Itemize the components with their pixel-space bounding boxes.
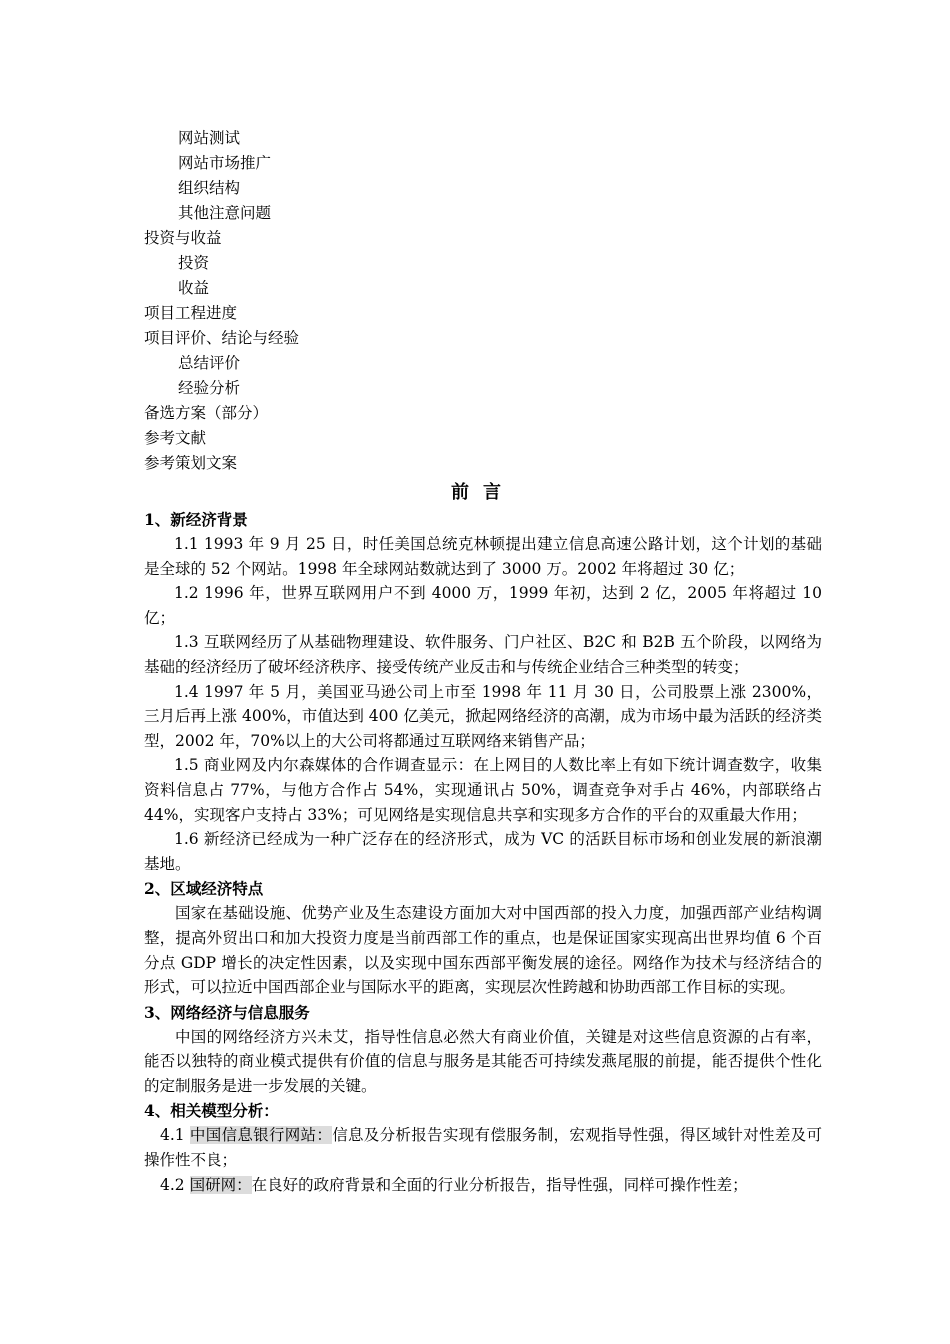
section-heading: 2、区域经济特点 <box>144 879 264 899</box>
paragraph: 1.1 1993 年 9 月 25 日，时任美国总统克林顿提出建立信息高速公路计划，这个计划的基础是全球的 52 个网站。1998 年全球网站数就达到了 3000 万。2002 年将超过 30 亿； <box>144 535 822 578</box>
toc-item: 总结评价 <box>178 354 241 372</box>
paragraph: 中国的网络经济方兴未艾，指导性信息必然大有商业价值，关键是对这些信息资源的占有率，能否以独特的商业模式提供有价值的信息与服务是其能否可持续发燕尾服的前提，能否提供个性化的定制服务是进一步发展的关键。 <box>144 1027 822 1095</box>
toc-item: 网站测试 <box>178 129 241 147</box>
model-item-text: 信息及分析报告实现有偿服务制，宏观指导性强，得区域针对性差及可操作性不良； <box>144 1126 822 1170</box>
model-item <box>144 1173 822 1198</box>
document-page <box>144 126 822 1197</box>
paragraph: 1.6 新经济已经成为一种广泛存在的经济形式，成为 VC 的活跃目标市场和创业发展的新浪潮基地。 <box>144 830 822 873</box>
section-heading: 4、相关模型分析： <box>144 1101 279 1121</box>
toc-item: 网站市场推广 <box>178 154 272 172</box>
section-heading: 3、网络经济与信息服务 <box>144 1002 310 1022</box>
paragraph: 国家在基础设施、优势产业及生态建设方面加大对中国西部的投入力度，加强西部产业结构调整，提高外贸出口和加大投资力度是当前西部工作的重点，也是保证国家实现高出世界均值 6 个百分点 GDP 增长的决定性因素，以及实现中国东西部平衡发展的途径。网络作为技术与经济结合的形式，可以拉近中国西部企业与国际水平的距离，实现层次性跨越和协助西部工作目标的实现。 <box>144 904 822 997</box>
toc-item: 其他注意问题 <box>178 204 272 222</box>
model-item-text: 在良好的政府背景和全面的行业分析报告，指导性强，同样可操作性差； <box>251 1175 748 1194</box>
paragraph: 1.4 1997 年 5 月，美国亚马逊公司上市至 1998 年 11 月 30 日，公司股票上涨 2300%，三月后再上涨 400%，市值达到 400 亿美元，掀起网络经济的高潮，成为市场中最为活跃的经济类型，2002 年，70%以上的大公司将都通过互联网络来销售产品； <box>144 682 822 750</box>
model-item <box>144 1123 822 1172</box>
toc-item: 项目工程进度 <box>144 304 238 322</box>
model-item-number: 4.2 <box>160 1175 190 1194</box>
paragraph: 1.5 商业网及内尔森媒体的合作调查显示：在上网目的人数比率上有如下统计调查数字，收集资料信息占 77%，与他方合作占 54%，实现通讯占 50%，调查竞争对手占 46%，内部联络占 44%，实现客户支持占 33%；可见网络是实现信息共享和实现多方合作的平台的双重最大作用； <box>144 756 822 824</box>
toc-item: 参考策划文案 <box>144 454 238 472</box>
section-heading: 1、新经济背景 <box>144 510 248 529</box>
model-name-highlight: 中国信息银行网站： <box>189 1126 333 1145</box>
toc-item: 收益 <box>178 279 210 297</box>
toc-item: 组织结构 <box>178 179 241 197</box>
table-of-contents <box>144 126 822 476</box>
toc-item: 投资与收益 <box>144 229 222 247</box>
toc-item: 投资 <box>178 254 210 272</box>
model-item-number: 4.1 <box>160 1126 190 1145</box>
paragraph: 1.2 1996 年，世界互联网用户不到 4000 万，1999 年初，达到 2 亿，2005 年将超过 10 亿； <box>144 584 822 627</box>
model-name-highlight: 国研网： <box>189 1175 252 1194</box>
toc-item: 备选方案（部分） <box>144 404 269 422</box>
paragraph: 1.3 互联网经历了从基础物理建设、软件服务、门户社区、B2C 和 B2B 五个阶段，以网络为基础的经济经历了破坏经济秩序、接受传统产业反击和与传统企业结合三种类型的转变； <box>144 633 822 676</box>
toc-item: 经验分析 <box>178 379 241 397</box>
preface-title: 前言 <box>451 482 515 503</box>
toc-item: 项目评价、结论与经验 <box>144 329 300 347</box>
toc-item: 参考文献 <box>144 429 207 447</box>
